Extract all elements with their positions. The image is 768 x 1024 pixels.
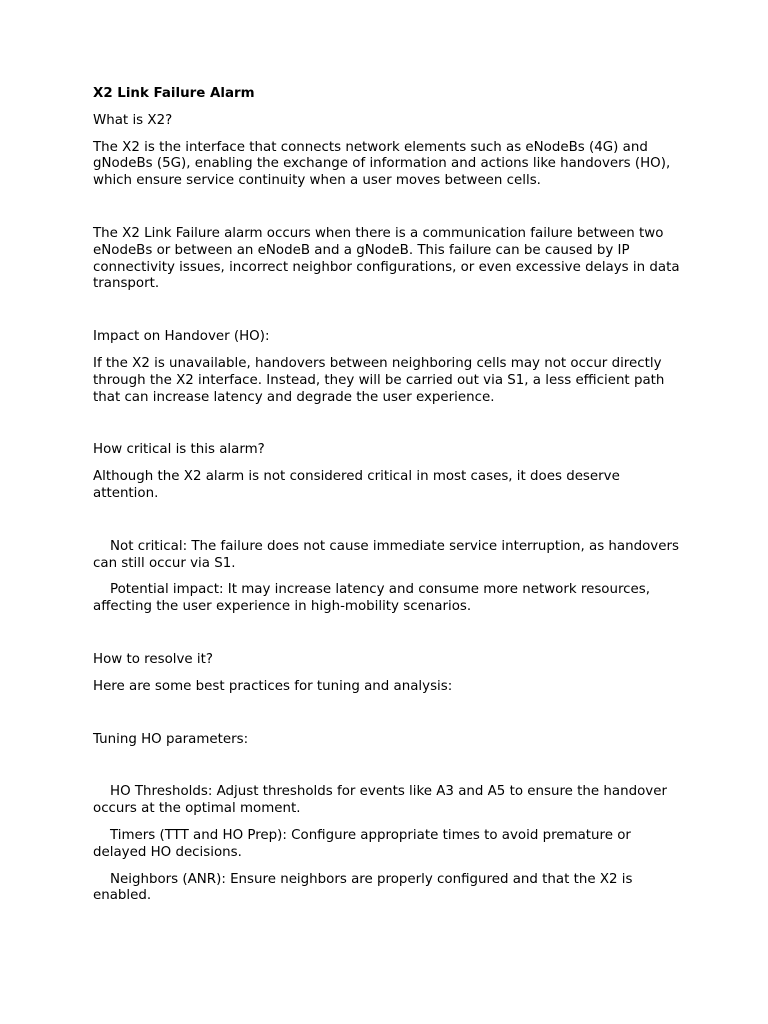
impact-paragraph: If the X2 is unavailable, handovers between neighboring cells may not occur directly through the X2 interface. Instead, they will be carried out via S1, a less efficient path that can increase latency and degrade the user experience.	[93, 355, 665, 405]
what-is-heading: What is X2?	[93, 112, 173, 128]
alarm-paragraph: The X2 Link Failure alarm occurs when there is a communication failure between two eNodeBs or between an eNodeB and a gNodeB. This failure can be caused by IP connectivity issues, incorrect neighbor configurations, or even excessive delays in data transport.	[93, 225, 680, 292]
tuning-heading: Tuning HO parameters:	[93, 731, 249, 747]
what-is-paragraph: The X2 is the interface that connects network elements such as eNodeBs (4G) and gNodeBs (5G), enabling the exchange of information and actions like handovers (HO), which ensure service continuity when a user moves between cells.	[93, 139, 671, 189]
document-page	[93, 86, 683, 905]
document-title: X2 Link Failure Alarm	[93, 86, 255, 101]
impact-heading: Impact on Handover (HO):	[93, 329, 270, 345]
critical-heading: How critical is this alarm?	[93, 442, 265, 458]
potential-impact-item: Potential impact: It may increase latency and consume more network resources, affecting the user experience in high-mobility scenarios.	[93, 582, 651, 615]
timers-item: Timers (TTT and HO Prep): Configure appropriate times to avoid premature or delayed HO decisions.	[93, 827, 631, 860]
resolve-paragraph: Here are some best practices for tuning and analysis:	[93, 678, 453, 694]
resolve-heading: How to resolve it?	[93, 651, 214, 667]
ho-thresholds-item: HO Thresholds: Adjust thresholds for events like A3 and A5 to ensure the handover occurs at the optimal moment.	[93, 784, 667, 817]
not-critical-item: Not critical: The failure does not cause immediate service interruption, as handovers can still occur via S1.	[93, 538, 679, 571]
neighbors-item: Neighbors (ANR): Ensure neighbors are properly configured and that the X2 is enabled.	[93, 871, 633, 904]
critical-paragraph: Although the X2 alarm is not considered critical in most cases, it does deserve attention.	[93, 469, 620, 501]
